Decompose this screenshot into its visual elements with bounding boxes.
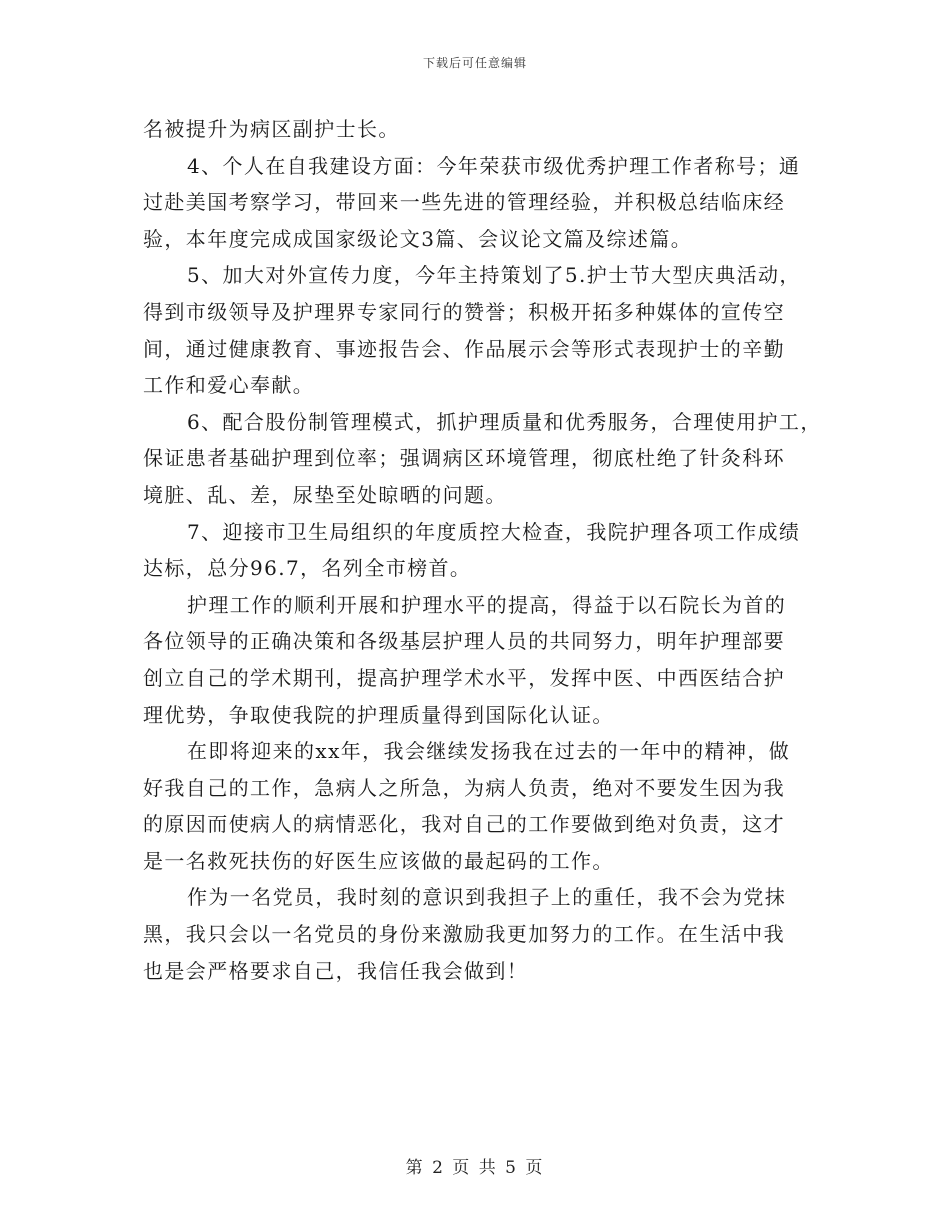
text-line: 过赴美国考察学习，带回来一些先进的管理经验，并积极总结临床经 [143, 190, 785, 215]
text-line: 工作和爱心奉献。 [143, 373, 315, 398]
text-line: 护理工作的顺利开展和护理水平的提高，得益于以石院长为首的 [187, 592, 787, 617]
page-footer: 第 2 页 共 5 页 [405, 1158, 545, 1178]
text-line: 理优势，争取使我院的护理质量得到国际化认证。 [143, 702, 614, 727]
text-line: 6、配合股份制管理模式，抓护理质量和优秀服务，合理使用护工， [187, 409, 822, 434]
text-line: 验，本年度完成成国家级论文3篇、会议论文篇及综述篇。 [143, 226, 693, 251]
text-line: 是一名救死扶伤的好医生应该做的最起码的工作。 [143, 848, 614, 873]
text-line: 作为一名党员，我时刻的意识到我担子上的重任，我不会为党抹 [187, 885, 787, 910]
text-line: 黑，我只会以一名党员的身份来激励我更加努力的工作。在生活中我 [143, 922, 785, 947]
text-line: 4、个人在自我建设方面：今年荣获市级优秀护理工作者称号；通 [187, 153, 801, 178]
text-line: 间，通过健康教育、事迹报告会、作品展示会等形式表现护士的辛勤 [143, 336, 785, 361]
text-line: 名被提升为病区副护士长。 [143, 117, 400, 141]
text-line: 5、加大对外宣传力度，今年主持策划了5.护士节大型庆典活动， [187, 263, 801, 288]
text-line: 各位领导的正确决策和各级基层护理人员的共同努力，明年护理部要 [143, 629, 785, 654]
text-line: 的原因而使病人的病情恶化，我对自己的工作要做到绝对负责，这才 [143, 812, 785, 837]
text-line: 也是会严格要求自己，我信任我会做到！ [143, 958, 529, 983]
text-line: 7、迎接市卫生局组织的年度质控大检查，我院护理各项工作成绩 [187, 519, 801, 544]
text-line: 境脏、乱、差，尿垫至处晾晒的问题。 [143, 482, 507, 507]
text-line: 得到市级领导及护理界专家同行的赞誉；积极开拓多种媒体的宣传空 [143, 299, 785, 324]
header-note: 下载后可任意编辑 [422, 56, 527, 70]
body-text [143, 111, 833, 989]
text-line: 在即将迎来的xx年，我会继续发扬我在过去的一年中的精神，做 [187, 739, 791, 764]
text-line: 保证患者基础护理到位率；强调病区环境管理，彻底杜绝了针灸科环 [143, 446, 785, 471]
text-line: 达标，总分96.7，名列全市榜首。 [143, 556, 472, 581]
text-line: 创立自己的学术期刊，提高护理学术水平，发挥中医、中西医结合护 [143, 665, 785, 690]
text-line: 好我自己的工作，急病人之所急，为病人负责，绝对不要发生因为我 [143, 775, 785, 800]
